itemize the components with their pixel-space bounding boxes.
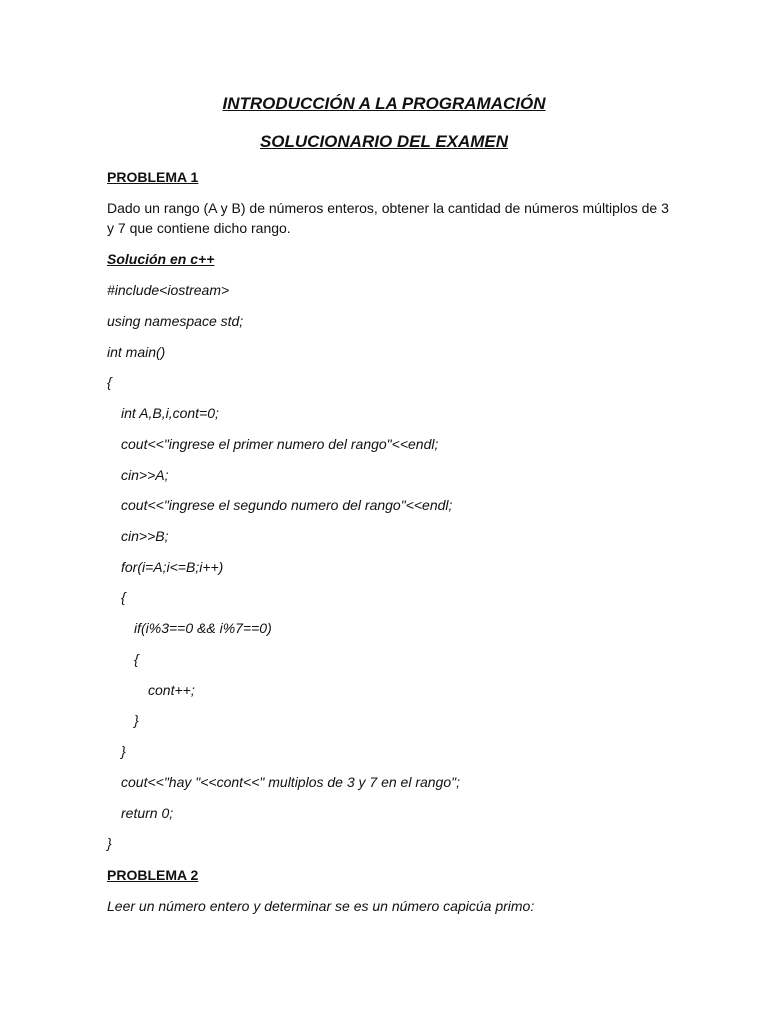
problem-2-statement: Leer un número entero y determinar se es un número capicúa primo: <box>107 898 535 914</box>
problem-1-statement-line-1: Dado un rango (A y B) de números enteros, obtener la cantidad de números múltiplos de 3 <box>107 200 669 216</box>
code-line: #include<iostream> <box>107 282 230 298</box>
problem-1-statement-line-2: y 7 que contiene dicho rango. <box>107 220 291 236</box>
problem-1-heading: PROBLEMA 1 <box>107 169 199 185</box>
code-line: int A,B,i,cont=0; <box>121 405 219 421</box>
problem-2-heading: PROBLEMA 2 <box>107 867 199 883</box>
code-line: cin>>A; <box>121 467 169 483</box>
document-subtitle: SOLUCIONARIO DEL EXAMEN <box>259 132 509 151</box>
code-line: } <box>121 743 126 759</box>
code-line: cin>>B; <box>121 528 169 544</box>
code-line: using namespace std; <box>107 313 244 329</box>
code-line: cout<<"ingrese el primer numero del rango"<<endl; <box>121 436 439 452</box>
code-line: int main() <box>107 344 166 360</box>
solution-label: Solución en c++ <box>107 251 215 267</box>
code-line: { <box>121 589 126 605</box>
code-line: return 0; <box>121 805 174 821</box>
code-line: { <box>134 651 139 667</box>
code-line: if(i%3==0 && i%7==0) <box>134 620 272 636</box>
code-line: } <box>134 712 139 728</box>
code-line: for(i=A;i<=B;i++) <box>121 559 224 575</box>
code-line: { <box>107 374 112 390</box>
code-line: cont++; <box>148 682 195 698</box>
document-title: INTRODUCCIÓN A LA PROGRAMACIÓN <box>222 94 546 113</box>
code-line: cout<<"hay "<<cont<<" multiplos de 3 y 7 en el rango"; <box>121 774 460 790</box>
code-line: } <box>107 835 112 851</box>
code-line: cout<<"ingrese el segundo numero del rango"<<endl; <box>121 497 453 513</box>
